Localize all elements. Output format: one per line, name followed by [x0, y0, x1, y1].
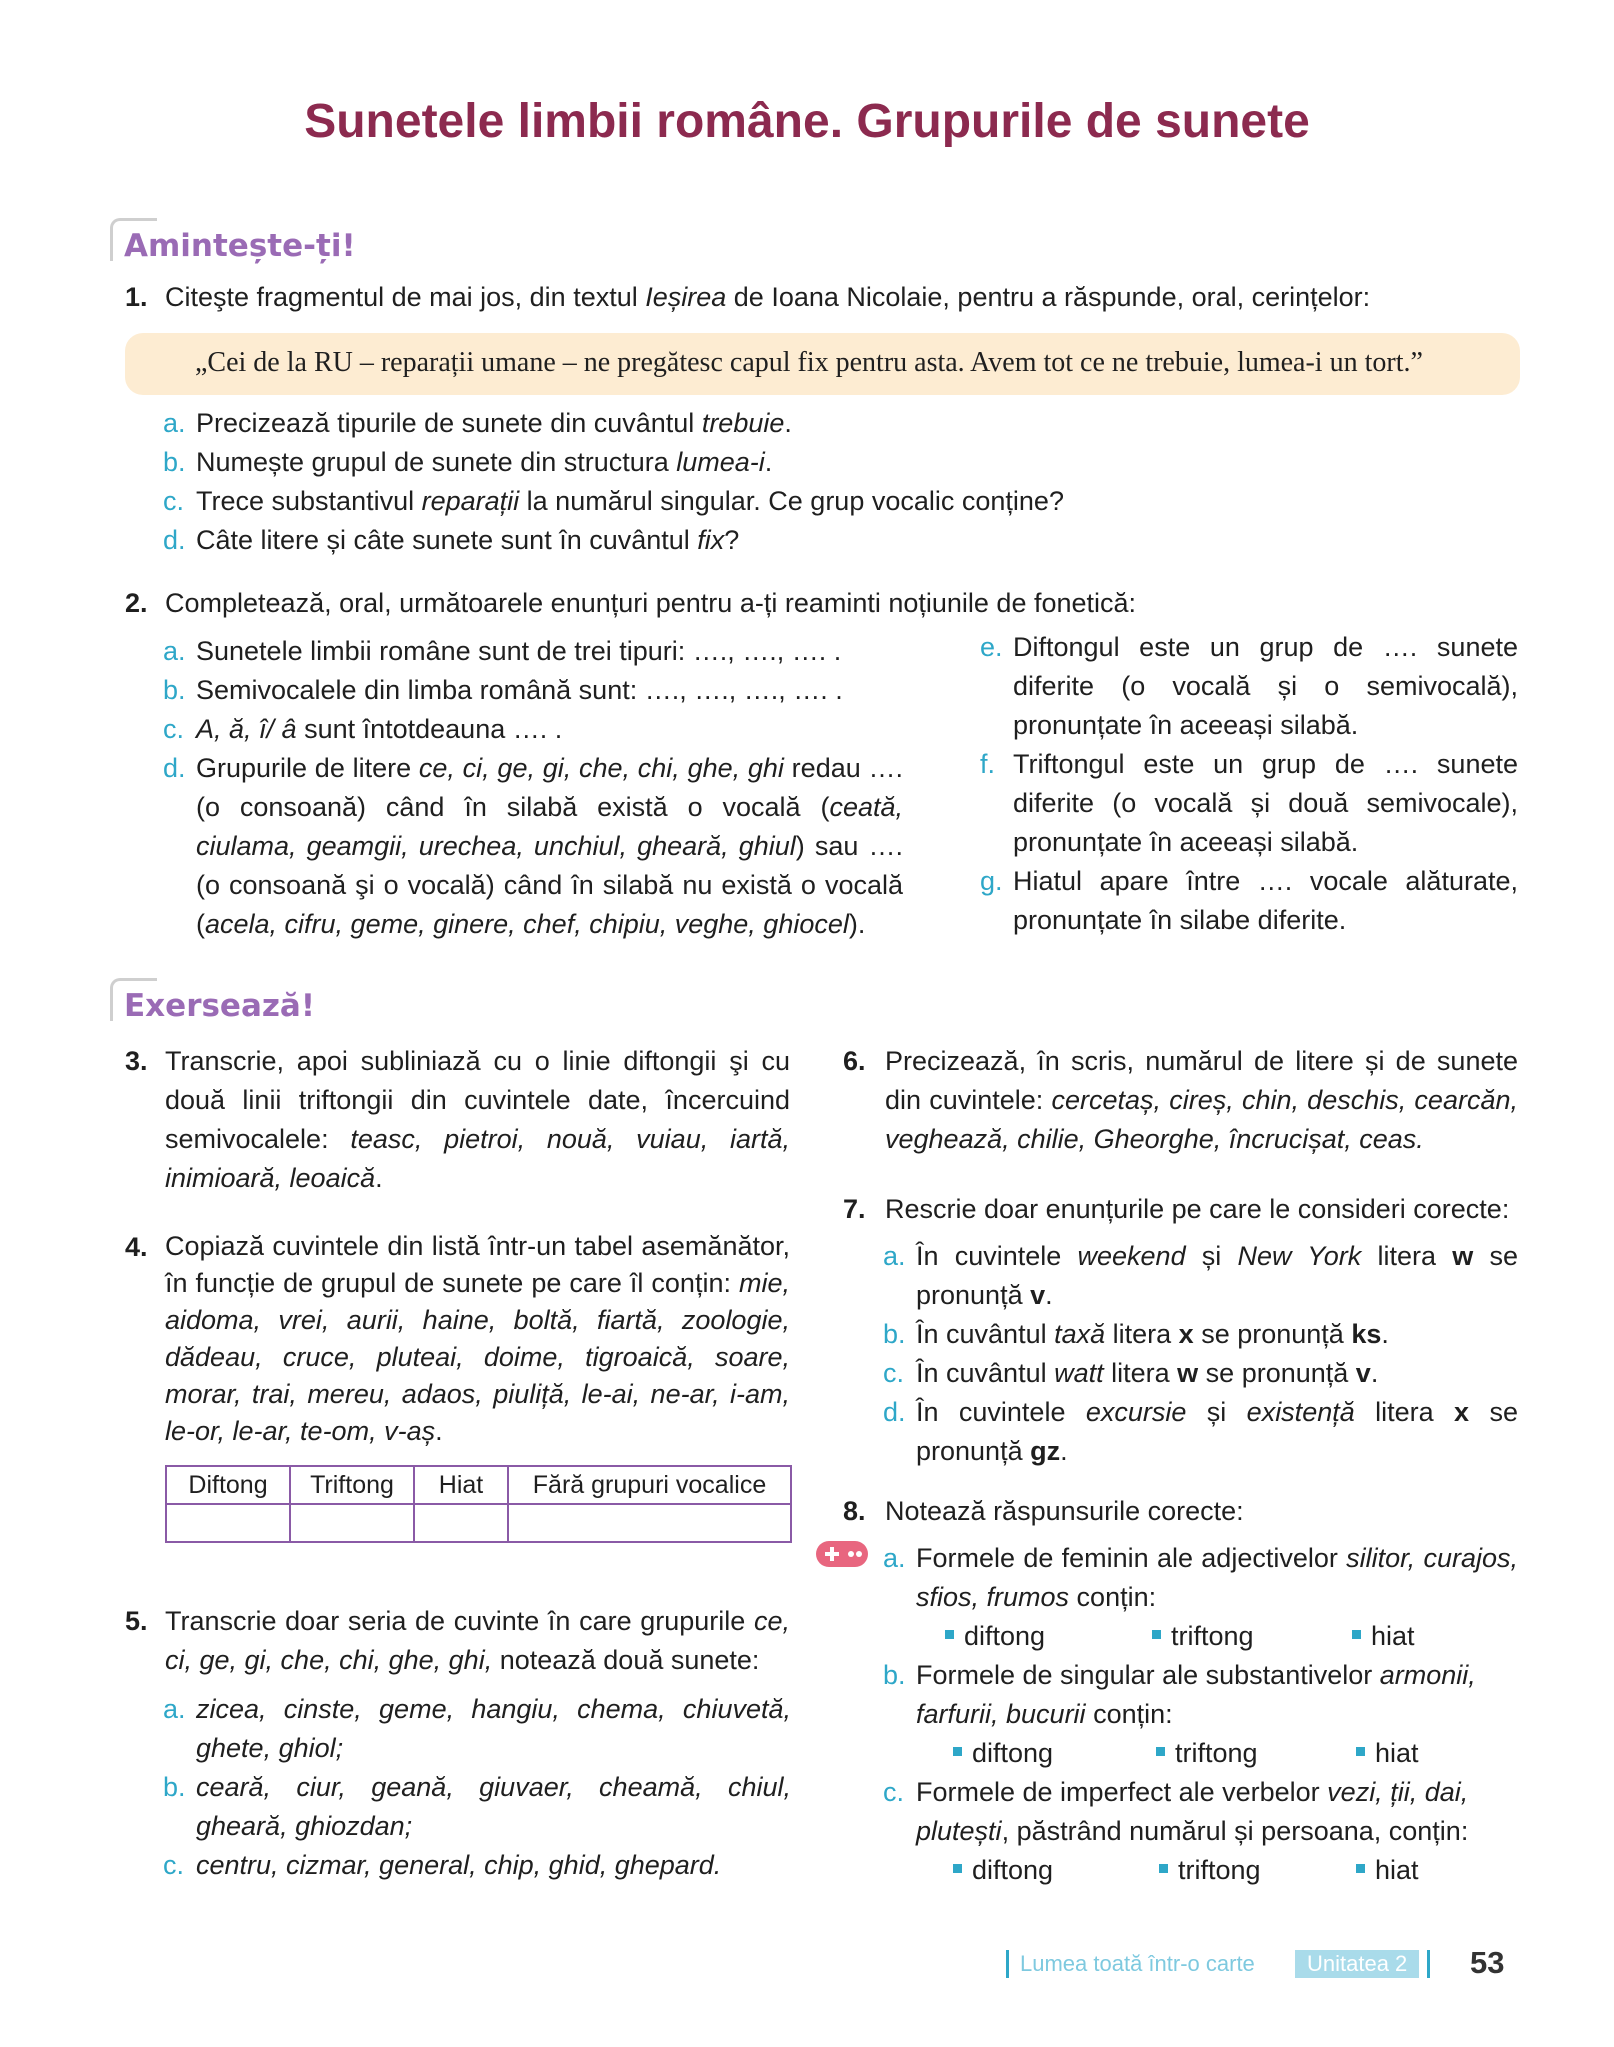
q1-number: 1. [125, 282, 148, 312]
footer-book-title: Lumea toată într-o carte [1020, 1951, 1255, 1976]
bullet-square-icon [1156, 1747, 1165, 1756]
q2-item-c: c. A, ă, î/ â sunt întotdeauna …. . [163, 714, 563, 744]
q1-item-d: d. Câte litere și câte sunete sunt în cuvântul fix? [163, 525, 740, 555]
footer-unit-badge: Unitatea 2 [1295, 1950, 1419, 1978]
q2-item-f: f. Triftongul este un grup de …. sunete diferite (o vocală și două semivocale), pronunțate în aceeași silabă. [980, 749, 1518, 857]
bullet-square-icon [1356, 1747, 1365, 1756]
table-header-row [166, 1466, 791, 1504]
q8c-option-triftong[interactable]: triftong [1159, 1851, 1261, 1890]
table-cell[interactable] [508, 1504, 791, 1542]
vowel-groups-table [165, 1465, 792, 1543]
q2-item-e: e. Diftongul este un grup de …. sunete diferite (o vocală și o semivocală), pronunțate în aceeași silabă. [980, 632, 1518, 740]
q8a-option-hiat[interactable]: hiat [1352, 1617, 1415, 1656]
section-practice [110, 978, 315, 1024]
table-header-cell: Hiat [414, 1466, 508, 1504]
table-cell[interactable] [166, 1504, 290, 1542]
q6-text: Precizează, în scris, numărul de litere și de sunete din cuvintele: cercetaș, cireș, chin, deschis, cearcăn, veghează, chilie, Gheorghe, încrucișat, ceas. [885, 1046, 1518, 1154]
q2-intro: Completează, oral, următoarele enunțuri pentru a-ți reaminti noțiunile de fonetică: [165, 588, 1137, 618]
bullet-square-icon [945, 1630, 954, 1639]
q8a-option-triftong[interactable]: triftong [1152, 1617, 1254, 1656]
q8b-option-diftong[interactable]: diftong [953, 1734, 1053, 1773]
section-practice-label: Exersează! [124, 988, 315, 1024]
q8-number: 8. [843, 1496, 866, 1526]
q2-item-d: d. Grupurile de litere ce, ci, ge, gi, che, chi, ghe, ghi redau …. (o consoană) când în silabă există o vocală (ceată, ciulama, geamgii, urechea, unchiul, gheară, ghiul) sau …. (o consoană şi o vocală) când în silabă nu există o vocală (acela, cifru, geme, ginere, chef, chipiu, veghe, ghiocel). [163, 753, 904, 939]
q5-text: Transcrie doar seria de cuvinte în care grupurile ce, ci, ge, gi, che, chi, ghe, ghi, notează două sunete: [165, 1606, 790, 1675]
q5-item-c: c. centru, cizmar, general, chip, ghid, ghepard. [163, 1850, 722, 1880]
q8c-option-hiat[interactable]: hiat [1356, 1851, 1419, 1890]
bullet-square-icon [1352, 1630, 1361, 1639]
q2-item-g: g. Hiatul apare între …. vocale alăturate, pronunțate în silabe diferite. [980, 866, 1518, 935]
table-cell[interactable] [290, 1504, 414, 1542]
q8a-option-diftong[interactable]: diftong [945, 1617, 1045, 1656]
table-header-cell: Triftong [290, 1466, 414, 1504]
q7-text: Rescrie doar enunțurile pe care le consideri corecte: [885, 1194, 1510, 1224]
q2-item-a: a. Sunetele limbii române sunt de trei tipuri: …., …., …. . [163, 636, 842, 666]
q5-number: 5. [125, 1606, 148, 1636]
gamepad-icon [815, 1540, 869, 1568]
bullet-square-icon [953, 1747, 962, 1756]
q8-item-a: a. Formele de feminin ale adjectivelor silitor, curajos, sfios, frumos conțin: [883, 1543, 1519, 1612]
q7-item-c: c. În cuvântul watt litera w se pronunță v. [883, 1358, 1379, 1388]
q5-item-b: b. ceară, ciur, geană, giuvaer, cheamă, chiul, gheară, ghiozdan; [163, 1772, 791, 1841]
q6-number: 6. [843, 1046, 866, 1076]
q3-text: Transcrie, apoi subliniază cu o linie diftongii şi cu două linii triftongii din cuvintele date, încercuind semivocalele: teasc, pietroi, nouă, vuiau, iartă, inimioară, leoaică. [165, 1046, 790, 1193]
q8-item-c: c. Formele de imperfect ale verbelor vezi, ții, dai, plutești, păstrând numărul și persoana, conțin: [883, 1777, 1469, 1846]
bullet-square-icon [1356, 1864, 1365, 1873]
q8-item-b: b. Formele de singular ale substantivelor armonii, farfurii, bucurii conțin: [883, 1660, 1476, 1729]
q8-text: Notează răspunsurile corecte: [885, 1496, 1244, 1526]
table-row [166, 1504, 791, 1542]
section-remember-label: Amintește-ți! [124, 228, 356, 264]
q7-item-d: d. În cuvintele excursie și existență litera x se pronunță gz. [883, 1397, 1518, 1466]
q8b-option-triftong[interactable]: triftong [1156, 1734, 1258, 1773]
table-header-cell: Fără grupuri vocalice [508, 1466, 791, 1504]
quote-text: „Cei de la RU – reparații umane – ne pregătesc capul fix pentru asta. Avem tot ce ne trebuie, lumea-i un tort.” [195, 347, 1423, 378]
q1-item-c: c. Trece substantivul reparații la numărul singular. Ce grup vocalic conține? [163, 486, 1064, 516]
q7-item-a: a. În cuvintele weekend și New York litera w se pronunță v. [883, 1241, 1518, 1310]
q4-text: Copiază cuvintele din listă într-un tabel asemănător, în funcție de grupul de sunete pe care îl conțin: mie, aidoma, vrei, aurii, haine, boltă, fiartă, zoologie, dădeau, cruce, pluteai, doime, tigroaică, soare, morar, trai, mereu, adaos, piuliță, le-ai, ne-ar, i-am, le-or, le-ar, te-om, v-aș. [165, 1231, 790, 1446]
q3-number: 3. [125, 1046, 148, 1076]
q8b-option-hiat[interactable]: hiat [1356, 1734, 1419, 1773]
q7-item-b: b. În cuvântul taxă litera x se pronunță ks. [883, 1319, 1389, 1349]
page-number: 53 [1470, 1945, 1505, 1980]
footer-divider [1427, 1950, 1430, 1978]
q1-item-b: b. Numește grupul de sunete din structura lumea-i. [163, 447, 773, 477]
bullet-square-icon [953, 1864, 962, 1873]
section-remember [110, 218, 356, 264]
table-cell[interactable] [414, 1504, 508, 1542]
q4-number: 4. [125, 1232, 148, 1262]
bullet-square-icon [1152, 1630, 1161, 1639]
q2-number: 2. [125, 588, 148, 618]
q7-number: 7. [843, 1194, 866, 1224]
q5-item-a: a. zicea, cinste, geme, hangiu, chema, chiuvetă, ghete, ghiol; [163, 1694, 791, 1763]
q2-item-b: b. Semivocalele din limba română sunt: …., …., …., …. . [163, 675, 843, 705]
table-header-cell: Diftong [166, 1466, 290, 1504]
page-title: Sunetele limbii române. Grupurile de sunete [304, 95, 1310, 148]
q8c-option-diftong[interactable]: diftong [953, 1851, 1053, 1890]
q1-intro: Citeşte fragmentul de mai jos, din textul Ieșirea de Ioana Nicolaie, pentru a răspunde, oral, cerințelor: [165, 282, 1371, 312]
q1-item-a: a. Precizează tipurile de sunete din cuvântul trebuie. [163, 408, 792, 438]
bullet-square-icon [1159, 1864, 1168, 1873]
footer-divider [1006, 1950, 1009, 1978]
